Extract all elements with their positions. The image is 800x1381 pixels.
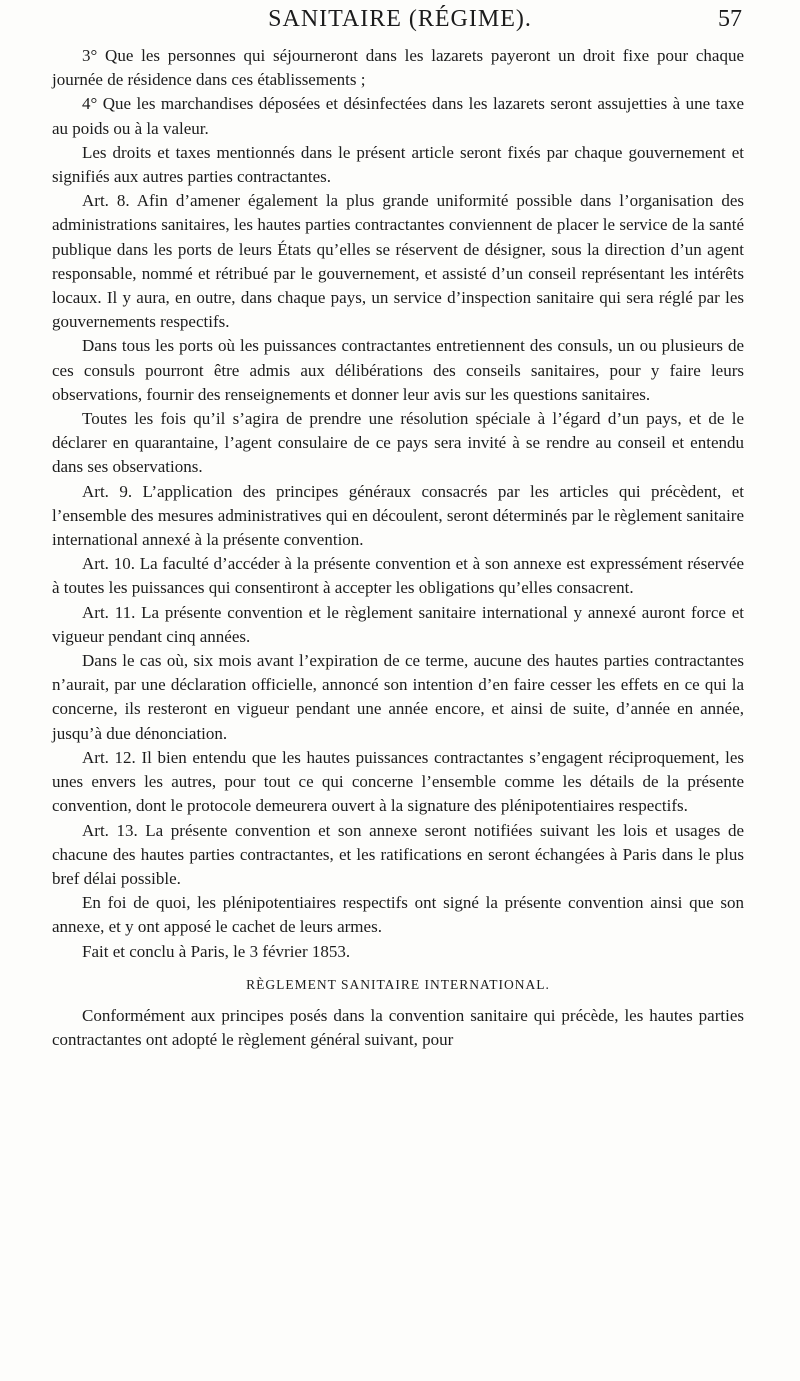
paragraph-consuls: Dans tous les ports où les puissances contractantes entretiennent des consuls, un ou plusieurs de ces consuls pourront être admis aux délibérations des conseils sanitaires, pour y faire leurs observations, fournir des renseignements et donner leur avis sur les questions sanitaires. <box>52 336 744 404</box>
paragraph-art-10: Art. 10. La faculté d’accéder à la présente convention et à son annexe est expressément réservée à toutes les puissances qui consentiront à accepter les obligations qu’elles consacrent. <box>52 554 744 598</box>
page-body <box>52 44 744 1052</box>
paragraph-item-4: 4° Que les marchandises déposées et désinfectées dans les lazarets seront assujetties à une taxe au poids ou à la valeur. <box>52 94 744 138</box>
paragraph-art-13: Art. 13. La présente convention et son annexe seront notifiées suivant les lois et usages de chacune des hautes parties contractantes, et les ratifications en seront échangées à Paris dans le plus bref délai possible. <box>52 820 744 888</box>
paragraph-quarantine: Toutes les fois qu’il s’agira de prendre une résolution spéciale à l’égard d’un pays, et de le déclarer en quarantaine, l’agent consulaire de ce pays sera invité à se rendre au conseil et entendu dans ses observations. <box>52 409 744 477</box>
paragraph-signature: En foi de quoi, les plénipotentiaires respectifs ont signé la présente convention ainsi que son annexe, et y ont apposé le cachet de leurs armes. <box>52 893 744 937</box>
paragraph-art-12: Art. 12. Il bien entendu que les hautes puissances contractantes s’engagent réciproquement, les unes envers les autres, pour tout ce qui concerne l’ensemble comme les détails de la présente convention, dont le protocole demeurera ouvert à la signature des plénipotentiaires respectifs. <box>52 747 744 816</box>
running-title: SANITAIRE (RÉGIME). <box>268 6 532 32</box>
paragraph-item-3: 3° Que les personnes qui séjourneront dans les lazarets payeront un droit fixe pour chaque journée de résidence dans ces établissements ; <box>52 46 744 90</box>
page-header <box>0 2 800 42</box>
paragraph-art-9: Art. 9. L’application des principes généraux consacrés par les articles qui précèdent, et l’ensemble des mesures administratives qui en découlent, seront déterminés par le règlement sanitaire international annexé à la présente convention. <box>52 481 744 550</box>
paragraph-reglement-intro: Conformément aux principes posés dans la convention sanitaire qui précède, les hautes parties contractantes ont adopté le règlement général suivant, pour <box>52 1005 744 1049</box>
paragraph-date: Fait et conclu à Paris, le 3 février 1853. <box>82 941 351 961</box>
paragraph-duties-taxes: Les droits et taxes mentionnés dans le présent article seront fixés par chaque gouvernement et signifiés aux autres parties contractantes. <box>52 142 744 187</box>
paragraph-art-11: Art. 11. La présente convention et le règlement sanitaire international y annexé auront force et vigueur pendant cinq années. <box>52 602 744 646</box>
page-number: 57 <box>718 6 742 32</box>
paragraph-expiration: Dans le cas où, six mois avant l’expiration de ce terme, aucune des hautes parties contractantes n’aurait, par une déclaration officielle, annoncé son intention d’en faire cesser les effets en ce qui la concerne, ils resteront en vigueur pendant une année encore, et ainsi de suite, d’année en année, jusqu’à due dénonciation. <box>52 651 744 743</box>
section-title: RÈGLEMENT SANITAIRE INTERNATIONAL. <box>246 976 550 992</box>
paragraph-art-8: Art. 8. Afin d’amener également la plus grande uniformité possible dans l’organisation des administrations sanitaires, les hautes parties contractantes conviennent de placer le service de la santé publique dans les ports de leurs États qu’elles se réservent de désigner, sous la direction d’un agent responsable, nommé et rétribué par le gouvernement, et assisté d’un conseil représentant les intérêts locaux. Il y aura, en outre, dans chaque pays, un service d’inspection sanitaire qui sera réglé par les gouvernements respectifs. <box>52 191 744 332</box>
